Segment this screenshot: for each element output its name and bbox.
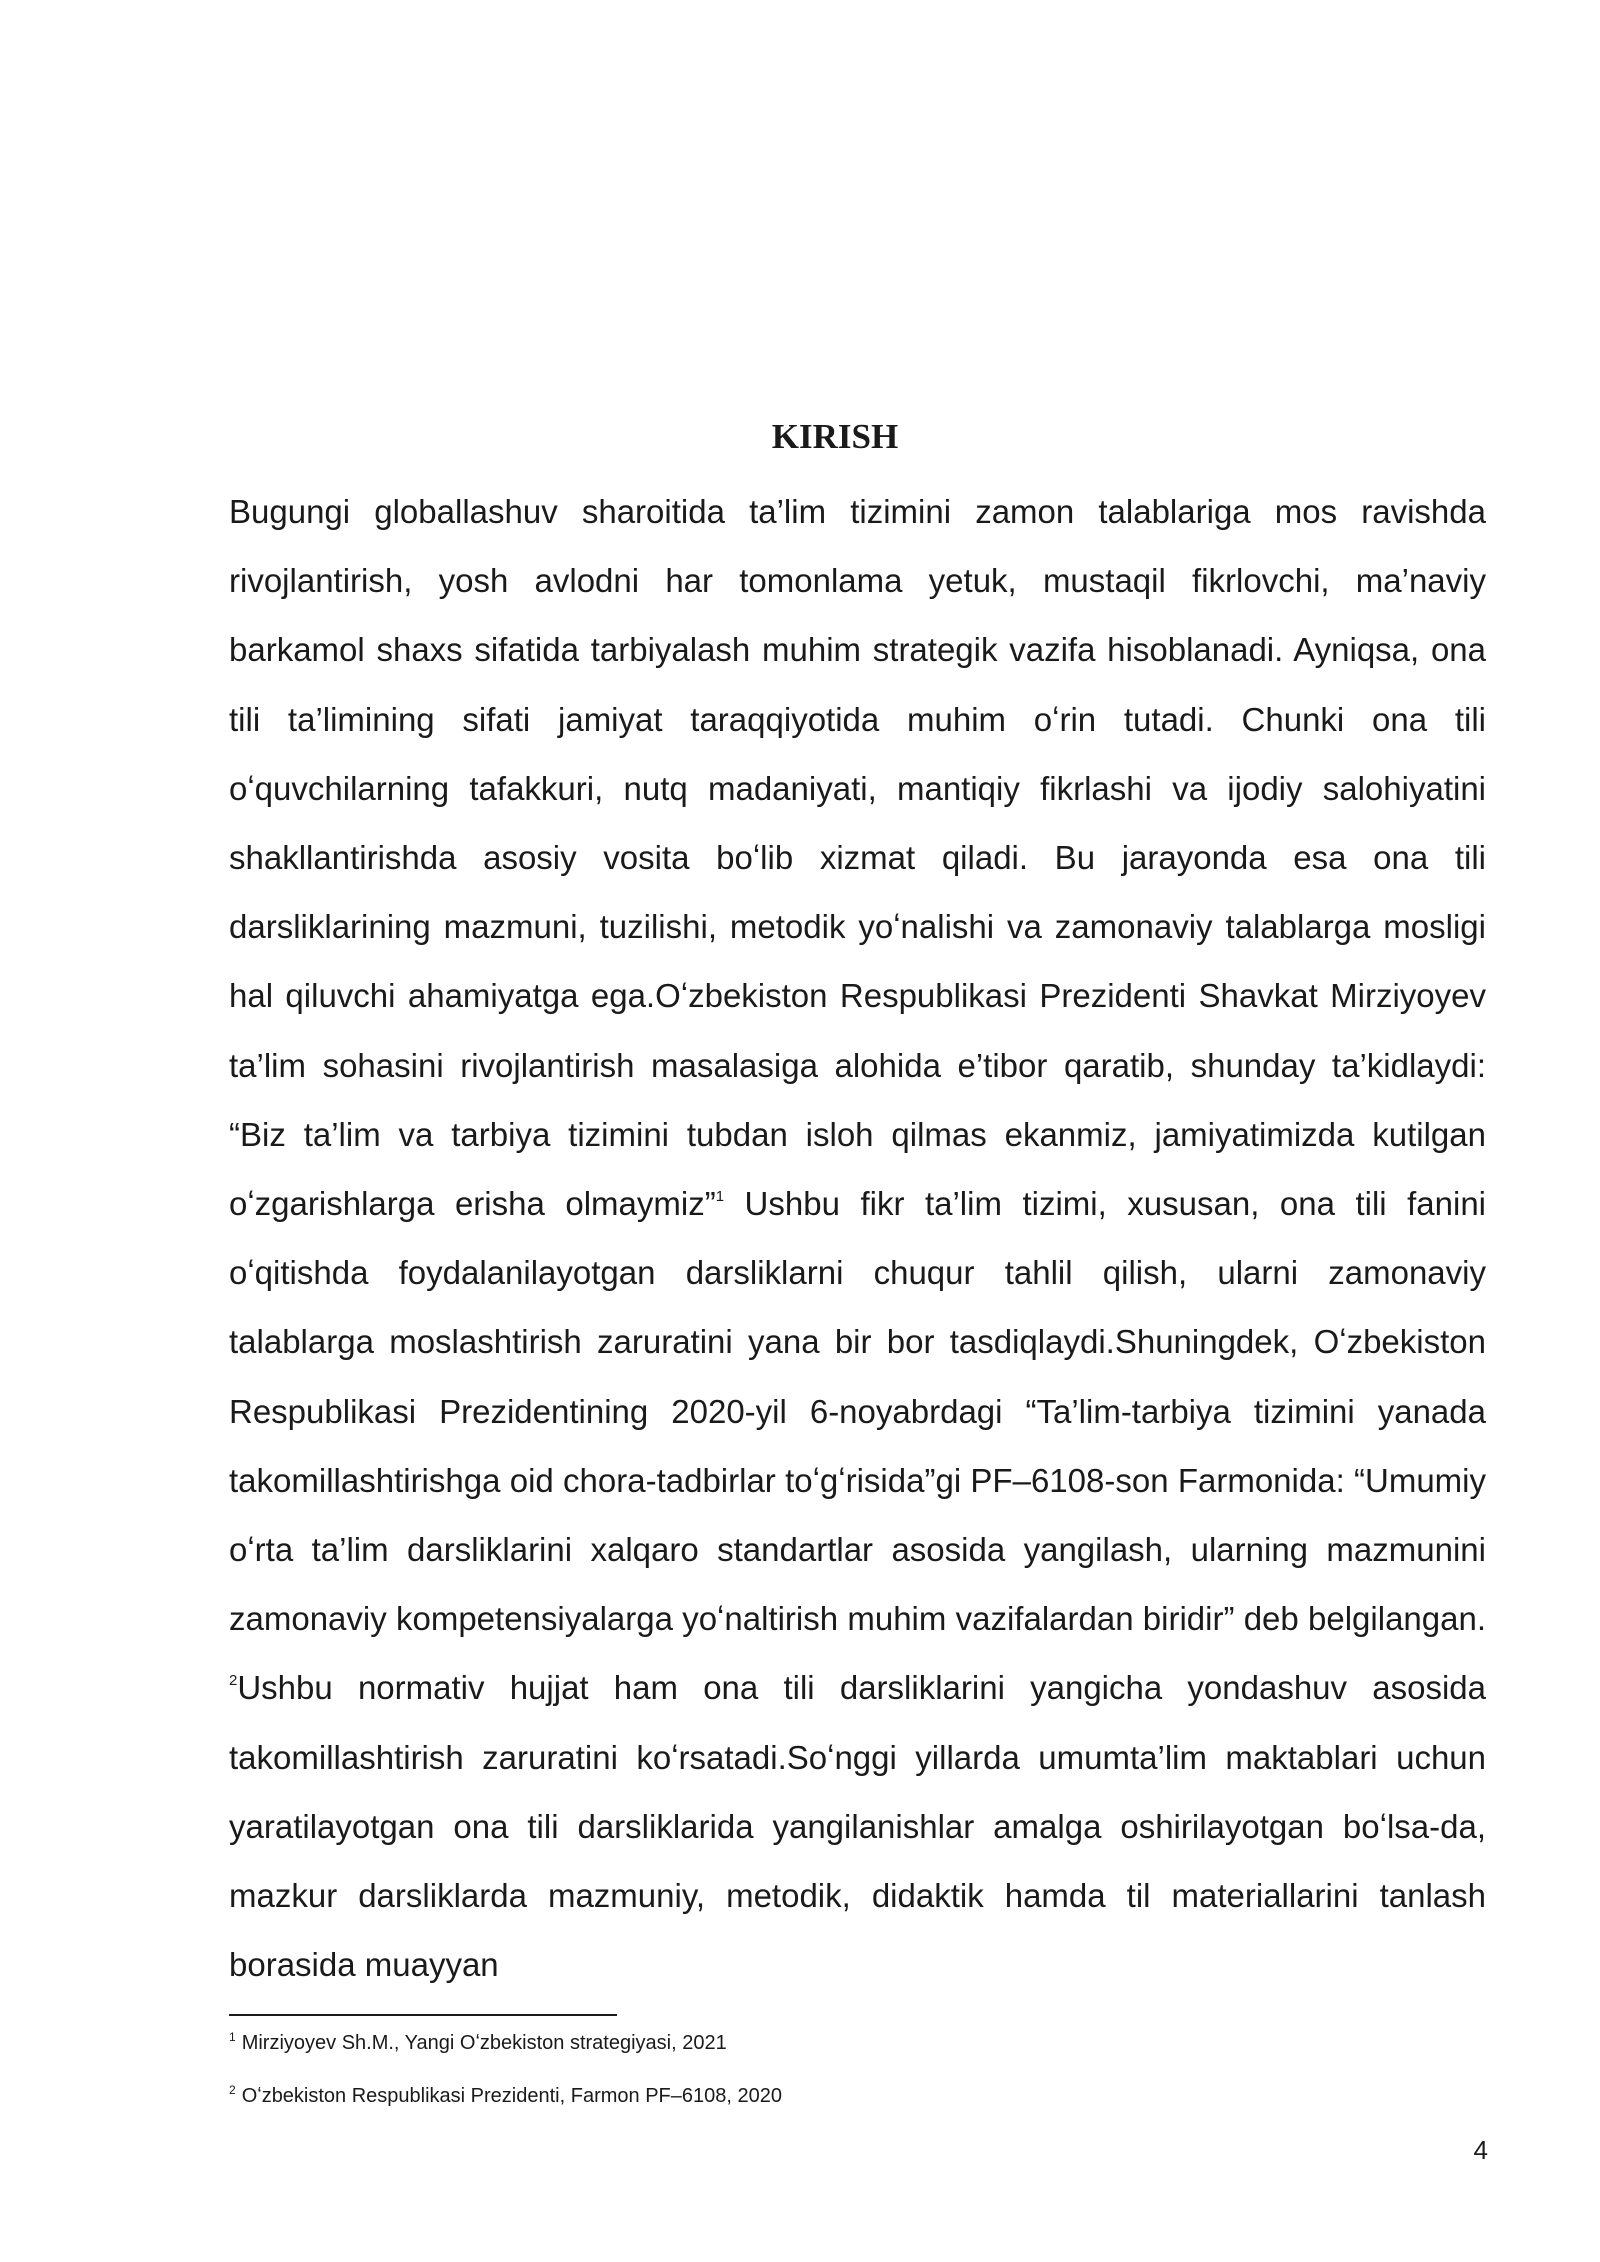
footnote — [229, 2083, 782, 2109]
footnote-text: Oʻzbekiston Respublikasi Prezidenti, Farmon PF–6108, 2020 — [241, 2085, 782, 2107]
section-title: KIRISH — [771, 417, 899, 456]
footnote-reference: 1 — [715, 1188, 725, 1206]
footnote-marker: 2 — [229, 2083, 236, 2097]
body-paragraph — [229, 477, 1486, 1999]
page-number: 4 — [1473, 2135, 1488, 2165]
footnote-reference: 2 — [229, 1672, 238, 1690]
body-text-segment: Ushbu fikr ta’lim tizimi, xususan, ona tili fanini oʻqitishda foydalanilayotgan darsliklarni chuqur tahlil qilish, ularni zamonaviy talablarga moslashtirish zaruratini yana bir bor tasdiqlaydi.Shuningdek, Oʻzbekiston Respublikasi Prezidentining 2020-yil 6-noyabrdagi “Ta’lim-tarbiya tizimini yanada takomillashtirishga oid chora-tadbirlar toʻgʻrisida”gi PF–6108-son Farmonida: “Umumiy oʻrta ta’lim darsliklarini xalqaro standartlar asosida yangilash, ularning mazmunini zamonaviy kompetensiyalarga yoʻnaltirish muhim vazifalardan biridir” deb belgilangan. — [229, 1185, 1487, 1638]
footnote-separator — [229, 2014, 617, 2016]
body-text-segment: Bugungi globallashuv sharoitida ta’lim tizimini zamon talablariga mos ravishda rivojlantirish, yosh avlodni har tomonlama yetuk, mustaqil fikrlovchi, ma’naviy barkamol shaxs sifatida tarbiyalash muhim strategik vazifa hisoblanadi. Ayniqsa, ona tili ta’limining sifati jamiyat taraqqiyotida muhim oʻrin tutadi. Chunki ona tili oʻquvchilarning tafakkuri, nutq madaniyati, mantiqiy fikrlashi va ijodiy salohiyatini shakllantirishda asosiy vosita boʻlib xizmat qiladi. Bu jarayonda esa ona tili darsliklarining mazmuni, tuzilishi, metodik yoʻnalishi va zamonaviy talablarga mosligi hal qiluvchi ahamiyatga ega.Oʻzbekiston Respublikasi Prezidenti Shavkat Mirziyoyev ta’lim sohasini rivojlantirish masalasiga alohida e’tibor qaratib, shunday ta’kidlaydi: “Biz ta’lim va tarbiya tizimini tubdan isloh qilmas ekanmiz, jamiyatimizda kutilgan oʻzgarishlarga erisha olmaymiz” — [229, 493, 1486, 1223]
body-text-segment: Ushbu normativ hujjat ham ona tili darsliklarini yangicha yondashuv asosida takomillashtirish zaruratini koʻrsatadi.Soʻnggi yillarda umumta’lim maktablari uchun yaratilayotgan ona tili darsliklarida yangilanishlar amalga oshirilayotgan boʻlsa-da, mazkur darsliklarda mazmuniy, metodik, didaktik hamda til materiallarini tanlash borasida muayyan — [229, 1669, 1486, 1984]
footnote-text: Mirziyoyev Sh.M., Yangi Oʻzbekiston strategiyasi, 2021 — [241, 2032, 727, 2054]
footnote-marker: 1 — [229, 2030, 236, 2044]
footnote — [229, 2030, 727, 2056]
